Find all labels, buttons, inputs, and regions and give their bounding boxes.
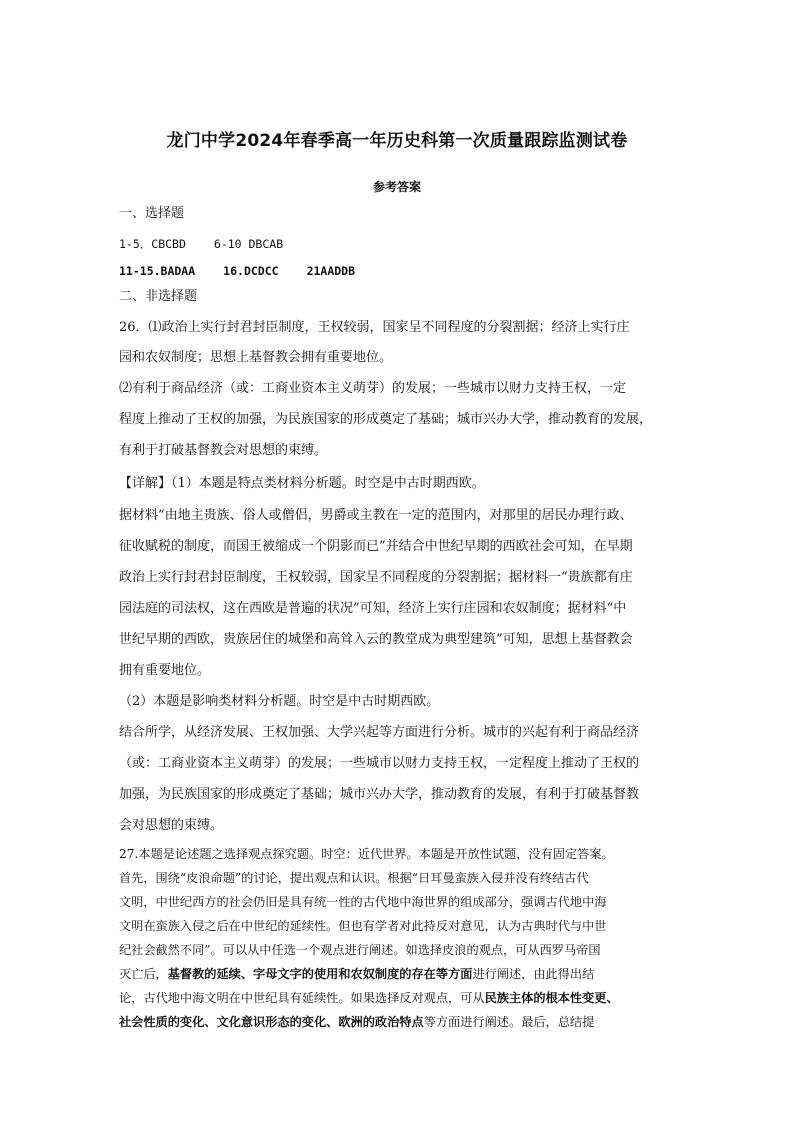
q27-line: 纪社会截然不同”。可以从中任选一个观点进行阐述。如选择皮浪的观点，可从西罗马帝国 (119, 943, 601, 957)
detail-line: 政治上实行封君封臣制度，王权较弱，国家呈不同程度的分裂割据；据材料一“贵族都有庄 (119, 570, 633, 585)
detail-line: 园法庭的司法权，这在西欧是普遍的状况”可知，经济上实行庄园和农奴制度；据材料“中 (119, 601, 627, 616)
detail-line: 世纪早期的西欧，贵族居住的城堡和高耸入云的教堂成为典型建筑”可知，思想上基督教会 (119, 632, 633, 647)
q27-line: 论，古代地中海文明在中世纪具有延续性。如果选择反对观点，可从民族主体的根本性变更、 (119, 991, 619, 1005)
detail-line: （2）本题是影响类材料分析题。时空是中古时期西欧。 (119, 694, 440, 709)
q27-emphasis: 社会性质的变化、文化意识形态的变化、欧洲的政治特点 (119, 1015, 424, 1029)
page-title: 龙门中学2024年春季高一年历史科第一次质量跟踪监测试卷 (166, 131, 628, 151)
answers-21: 21AADDB (306, 264, 356, 278)
page-subtitle: 参考答案 (372, 180, 421, 194)
answers-16: 16.DCDCC (223, 264, 279, 278)
detail-line: 拥有重要地位。 (119, 663, 211, 678)
q26-line: 26．⑴政治上实行封君封臣制度，王权较弱，国家呈不同程度的分裂割据；经济上实行庄 (119, 320, 630, 335)
q26-line: 园和农奴制度；思想上基督教会拥有重要地位。 (119, 350, 393, 365)
answers-row-1 (119, 236, 689, 252)
detail-line: 征收赋税的制度，而国王被缩成一个阴影而已”并结合中世纪早期的西欧社会可知，在早期 (119, 539, 633, 554)
q27-line: 27.本题是论述题之选择观点探究题。时空：近代世界。本题是开放性试题，没有固定答案。 (119, 847, 614, 861)
q26-line: ⑵有利于商品经济（或：工商业资本主义萌芽）的发展；一些城市以财力支持王权，一定 (119, 381, 627, 396)
q27-line: 文明在蛮族入侵之后在中世纪的延续性。但也有学者对此持反对意见，认为古典时代与中世 (119, 919, 607, 933)
detail-line: 会对思想的束缚。 (119, 818, 224, 833)
q26-line: 程度上推动了王权的加强，为民族国家的形成奠定了基础；城市兴办大学，推动教育的发展， (119, 412, 653, 427)
q27-line: 文明，中世纪西方的社会仍旧是具有统一性的古代地中海世界的组成部分，强调古代地中海 (119, 895, 607, 909)
q27-line: 灭亡后，基督教的延续、字母文字的使用和农奴制度的存在等方面进行阐述，由此得出结 (119, 967, 595, 981)
answers-row-2 (119, 263, 689, 279)
answers-11-15: 11-15.BADAA (119, 264, 196, 278)
q27-line: 社会性质的变化、文化意识形态的变化、欧洲的政治特点等方面进行阐述。最后，总结提 (119, 1015, 595, 1029)
q27-line: 首先，围绕“皮浪命题”的讨论，提出观点和认识。根据“日耳曼蛮族入侵并没有终结古代 (119, 871, 589, 885)
detail-line: 据材料“由地主贵族、俗人或僧侣，男爵或主教在一定的范围内，对那里的居民办理行政、 (119, 508, 633, 523)
q27-emphasis: 民族主体的根本性变更、 (484, 991, 619, 1005)
q27-emphasis: 基督教的延续、字母文字的使用和农奴制度的存在等方面 (167, 967, 473, 981)
section-heading-choice: 一、选择题 (119, 206, 185, 221)
detail-line: 结合所学，从经济发展、王权加强、大学兴起等方面进行分析。城市的兴起有利于商品经济 (119, 725, 640, 740)
section-heading-nonchoice: 二、非选择题 (119, 289, 198, 304)
detail-line: 【详解】（1）本题是特点类材料分析题。时空是中古时期西欧。 (119, 476, 485, 491)
detail-line: （或：工商业资本主义萌芽）的发展；一些城市以财力支持王权，一定程度上推动了王权的 (119, 756, 640, 771)
answers-1-5: 1-5．CBCBD (119, 237, 186, 251)
q26-line: 有利于打破基督教会对思想的束缚。 (119, 443, 328, 458)
detail-line: 加强，为民族国家的形成奠定了基础；城市兴办大学，推动教育的发展，有利于打破基督教 (119, 787, 640, 802)
answers-6-10: 6-10 DBCAB (213, 237, 284, 251)
